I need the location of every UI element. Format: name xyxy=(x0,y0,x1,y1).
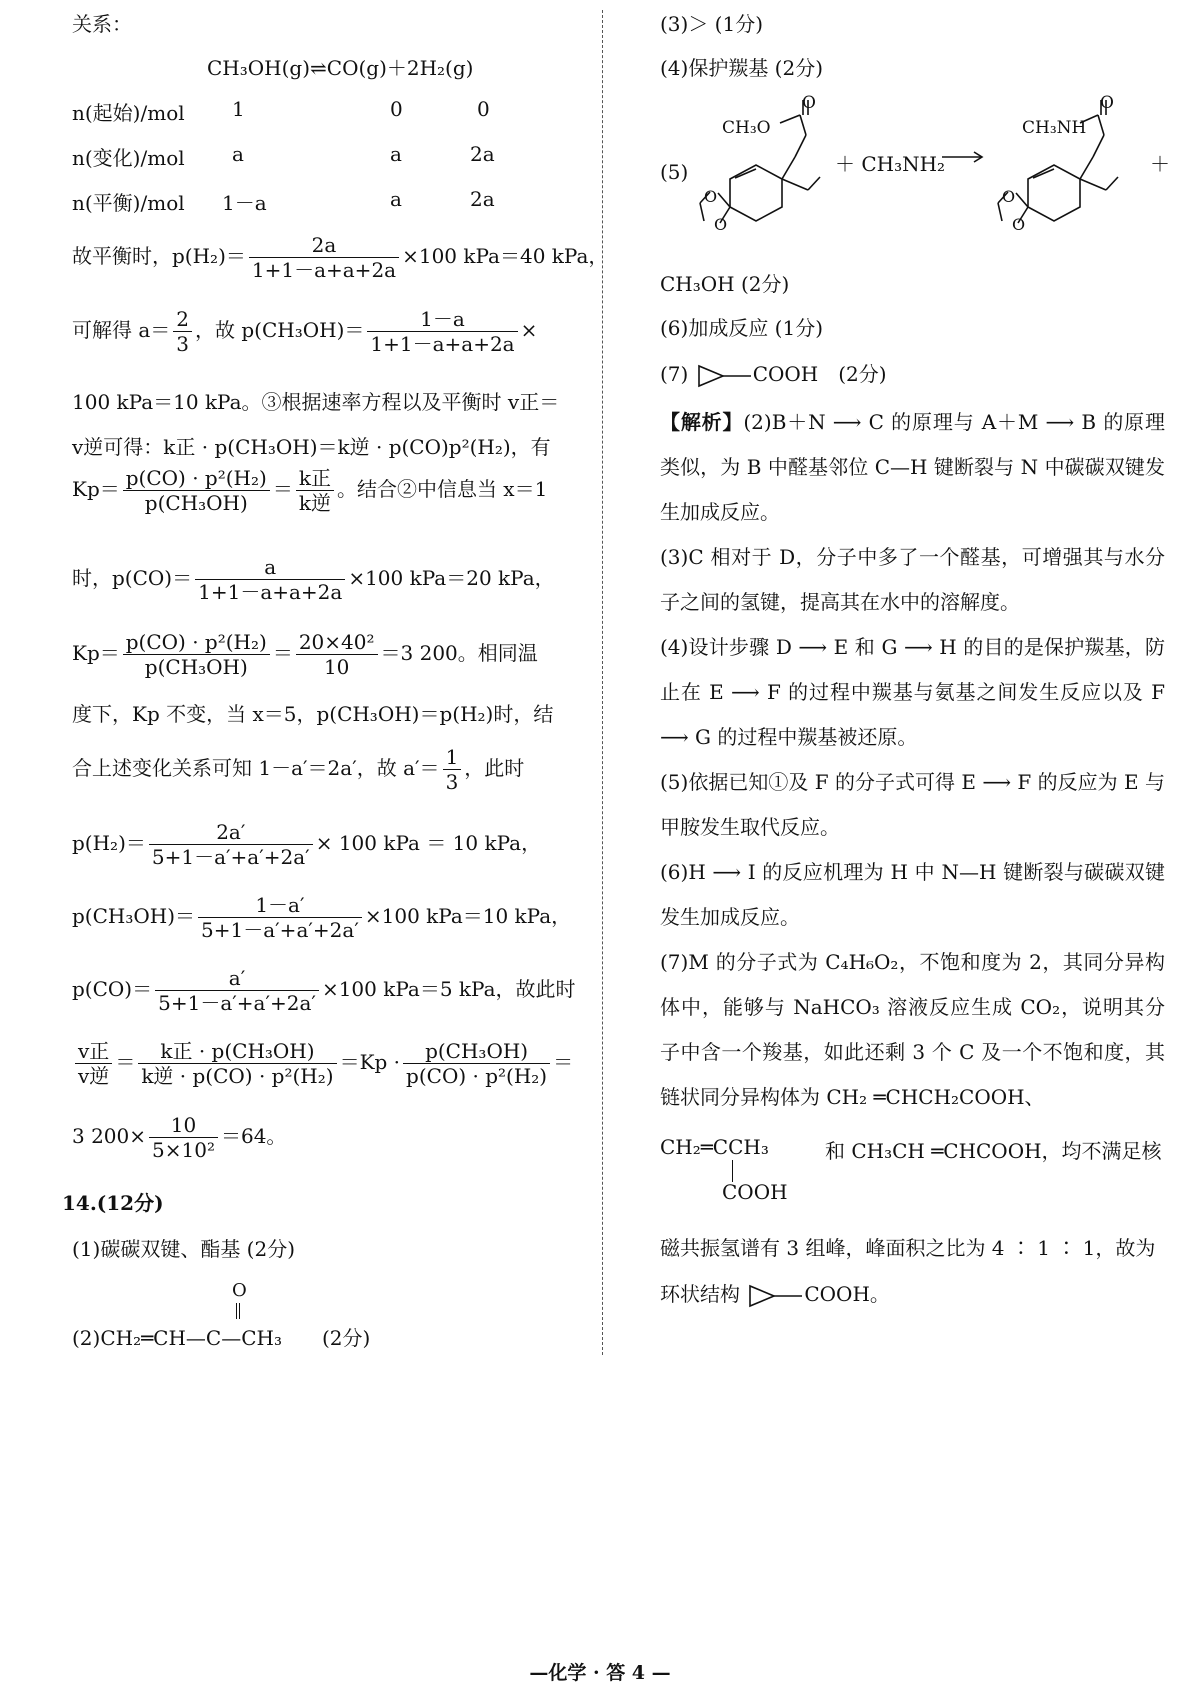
analysis-paragraph: (4)设计步骤 D ⟶ E 和 G ⟶ H 的目的是保护羰基，防止在 E ⟶ F 的过程中羰基与氨基之间发生反应以及 F ⟶ G 的过程中羰基被还原。 xyxy=(660,635,1165,749)
analysis-paragraph: (6)H ⟶ I 的反应机理为 H 中 N—H 键断裂与碳碳双键发生加成反应。 xyxy=(660,860,1165,929)
text-line: 磁共振氢谱有 3 组峰，峰面积之比为 4 ∶ 1 ∶ 1，故为 xyxy=(660,1236,1156,1260)
equation-line: Kp＝ $\frac{\text{p(CO) · p²(H₂)}}{\text{p(CH₃OH)}}$ ＝ $\frac{\text{20×40²}}{10}$ ＝3 200。相同温 xyxy=(72,630,538,679)
fraction: $\frac{\text{20×40²}}{10}$ xyxy=(296,630,378,679)
cell: 1 xyxy=(232,97,245,121)
fraction: $\frac{\text{k正 · p(CH₃OH)}}{\text{k逆 · p(CO) · p²(H₂)}}$ xyxy=(138,1039,336,1088)
bond-line xyxy=(732,1160,734,1182)
text-line: 100 kPa＝10 kPa。③根据速率方程以及平衡时 v正＝ xyxy=(72,390,560,414)
cyclopropyl-icon xyxy=(695,363,753,389)
answer-line: (3)＞ (1分) xyxy=(660,12,764,36)
methylamine: ＋ CH₃NH₂ xyxy=(835,152,946,176)
ring-oxygen: O xyxy=(1002,187,1016,206)
row-label: n(平衡)/mol xyxy=(72,191,185,215)
reaction-equation: CH₃OH(g)⇌CO(g)＋2H₂(g) xyxy=(207,56,474,80)
answer-line: (7) COOH (2分) xyxy=(660,358,887,389)
answer-label: (5) xyxy=(660,160,689,184)
answer-line: (1)碳碳双键、酯基 (2分) xyxy=(72,1237,296,1261)
text-line: 和 CH₃CH ═CHCOOH，均不满足核 xyxy=(825,1139,1162,1163)
equation-line: 故平衡时，p(H₂)＝ $\frac{2a}{1+1-a+a+2a}$ ×100 kPa＝40 kPa， xyxy=(72,233,609,282)
ring-oxygen: O xyxy=(704,187,718,206)
fraction: $\frac{2a'}{5+1-a'+a'+2a'}$ xyxy=(149,820,313,869)
equation-line: 合上述变化关系可知 1－a′＝2a′，故 a′＝ $\frac{1}{3}$ ，此时 xyxy=(72,745,525,794)
cyclopropyl-icon xyxy=(746,1283,804,1309)
cell: a xyxy=(232,142,244,166)
equation-line: $\frac{\text{v正}}{\text{v逆}}$ ＝ $\frac{\text{k正 · p(CH₃OH)}}{\text{k逆 · p(CO) · p²(H₂)}}$ ＝Kp · $\frac{\text{p(CH₃OH)}}{\text{p(CO) · p²(H₂)}}$ ＝ xyxy=(72,1039,573,1088)
row-label: n(变化)/mol xyxy=(72,146,185,170)
fraction: $\frac{\text{p(CO) · p²(H₂)}}{\text{p(CH₃OH)}}$ xyxy=(123,630,270,679)
analysis-paragraph: (5)依据已知①及 F 的分子式可得 E ⟶ F 的反应为 E 与甲胺发生取代反应。 xyxy=(660,770,1165,839)
text-line: 度下，Kp 不变，当 x＝5，p(CH₃OH)＝p(H₂)时，结 xyxy=(72,702,554,726)
answer-line: (6)加成反应 (1分) xyxy=(660,316,824,340)
fraction: $\frac{1-a'}{5+1-a'+a'+2a'}$ xyxy=(198,893,362,942)
ring-oxygen: O xyxy=(714,215,728,234)
ring-oxygen: O xyxy=(1012,215,1026,234)
text-line: 环状结构 COOH。 xyxy=(660,1278,890,1309)
answer-line: (4)保护羰基 (2分) xyxy=(660,56,824,80)
double-bond-mark xyxy=(236,1303,240,1319)
analysis-paragraph: (3)C 相对于 D，分子中多了一个醛基，可增强其与水分子之间的氢键，提高其在水中的溶解度。 xyxy=(660,545,1165,614)
amide-label: CH₃NH xyxy=(1022,118,1087,138)
carbonyl-oxygen: O xyxy=(802,93,816,113)
ketone-formula: CH₂═CH—C—CH₃ xyxy=(100,1326,282,1350)
equation-line: 可解得 a＝ $\frac{2}{3}$ ，故 p(CH₃OH)＝ $\frac{1-a}{1+1-a+a+2a}$ × xyxy=(72,307,538,356)
fraction: $\frac{1-a}{1+1-a+a+2a}$ xyxy=(367,307,517,356)
equation-line: 3 200× $\frac{10}{\text{5×10²}}$ ＝64。 xyxy=(72,1113,287,1162)
text-line: v逆可得：k正 · p(CH₃OH)＝k逆 · p(CO)p²(H₂)，有 xyxy=(72,435,551,459)
carbonyl-oxygen: O xyxy=(1100,93,1114,113)
analysis-tag: 【解析】 xyxy=(660,410,744,434)
question-number: 14.(12分) xyxy=(62,1191,164,1215)
methoxy-label: CH₃O xyxy=(722,118,771,138)
cell: 2a xyxy=(470,187,495,211)
cell: a xyxy=(390,187,402,211)
fraction: $\frac{\text{p(CH₃OH)}}{\text{p(CO) · p²(H₂)}}$ xyxy=(403,1039,550,1088)
fraction: $\frac{\text{v正}}{\text{v逆}}$ xyxy=(75,1039,112,1088)
fraction: $\frac{1}{3}$ xyxy=(443,745,462,794)
equation-line: 时，p(CO)＝ $\frac{a}{1+1-a+a+2a}$ ×100 kPa＝20 kPa， xyxy=(72,555,555,604)
page-footer: —化学 · 答 4 — xyxy=(529,1662,671,1684)
fraction: $\frac{2a}{1+1-a+a+2a}$ xyxy=(249,233,399,282)
equation-line: p(CO)＝ $\frac{a'}{5+1-a'+a'+2a'}$ ×100 kPa＝5 kPa，故此时 xyxy=(72,966,576,1015)
fraction: $\frac{\text{p(CO) · p²(H₂)}}{\text{p(CH₃OH)}}$ xyxy=(123,466,270,515)
isomer-formula: CH₂═CCH₃ xyxy=(660,1135,769,1159)
plus-sign: ＋ xyxy=(1150,152,1170,176)
text-line: 关系： xyxy=(72,12,132,36)
fraction: $\frac{a'}{5+1-a'+a'+2a'}$ xyxy=(155,966,319,1015)
fraction: $\frac{2}{3}$ xyxy=(173,307,192,356)
cell: 1－a xyxy=(222,191,267,215)
carbonyl-oxygen: O xyxy=(232,1280,247,1301)
equation-line: Kp＝ $\frac{\text{p(CO) · p²(H₂)}}{\text{p(CH₃OH)}}$ ＝ $\frac{\text{k正}}{\text{k逆}}$ 。结合②中信息当 x＝1 xyxy=(72,466,548,515)
column-divider xyxy=(602,10,603,1355)
equation-line: p(H₂)＝ $\frac{2a'}{5+1-a'+a'+2a'}$ × 100 kPa ＝ 10 kPa， xyxy=(72,820,542,869)
cell: 0 xyxy=(390,97,403,121)
fraction: $\frac{a}{1+1-a+a+2a}$ xyxy=(195,555,345,604)
cell: 2a xyxy=(470,142,495,166)
analysis-paragraph: (7)M 的分子式为 C₄H₆O₂，不饱和度为 2，其同分异构体中，能够与 NaHCO₃ 溶液反应生成 CO₂，说明其分子中含一个羧基，如此还剩 3 个 C 及一个不饱和度，其链状同分异构体为 CH₂ ═CHCH₂COOH、 xyxy=(660,950,1165,1109)
answer-line: CH₃OH (2分) xyxy=(660,272,790,296)
fraction: $\frac{\text{k正}}{\text{k逆}}$ xyxy=(296,466,334,515)
row-label: n(起始)/mol xyxy=(72,101,185,125)
cell: 0 xyxy=(477,97,490,121)
cell: a xyxy=(390,142,402,166)
answer-line: (2)CH₂═CH—C—CH₃ (2分) xyxy=(72,1326,371,1350)
fraction: $\frac{10}{\text{5×10²}}$ xyxy=(149,1113,218,1162)
equation-line: p(CH₃OH)＝ $\frac{1-a'}{5+1-a'+a'+2a'}$ ×100 kPa＝10 kPa， xyxy=(72,893,572,942)
carboxyl-label: COOH xyxy=(722,1180,788,1204)
analysis-paragraph: 【解析】(2)B＋N ⟶ C 的原理与 A＋M ⟶ B 的原理类似，为 B 中醛基邻位 C—H 键断裂与 N 中碳碳双键发生加成反应。 xyxy=(660,410,1166,524)
